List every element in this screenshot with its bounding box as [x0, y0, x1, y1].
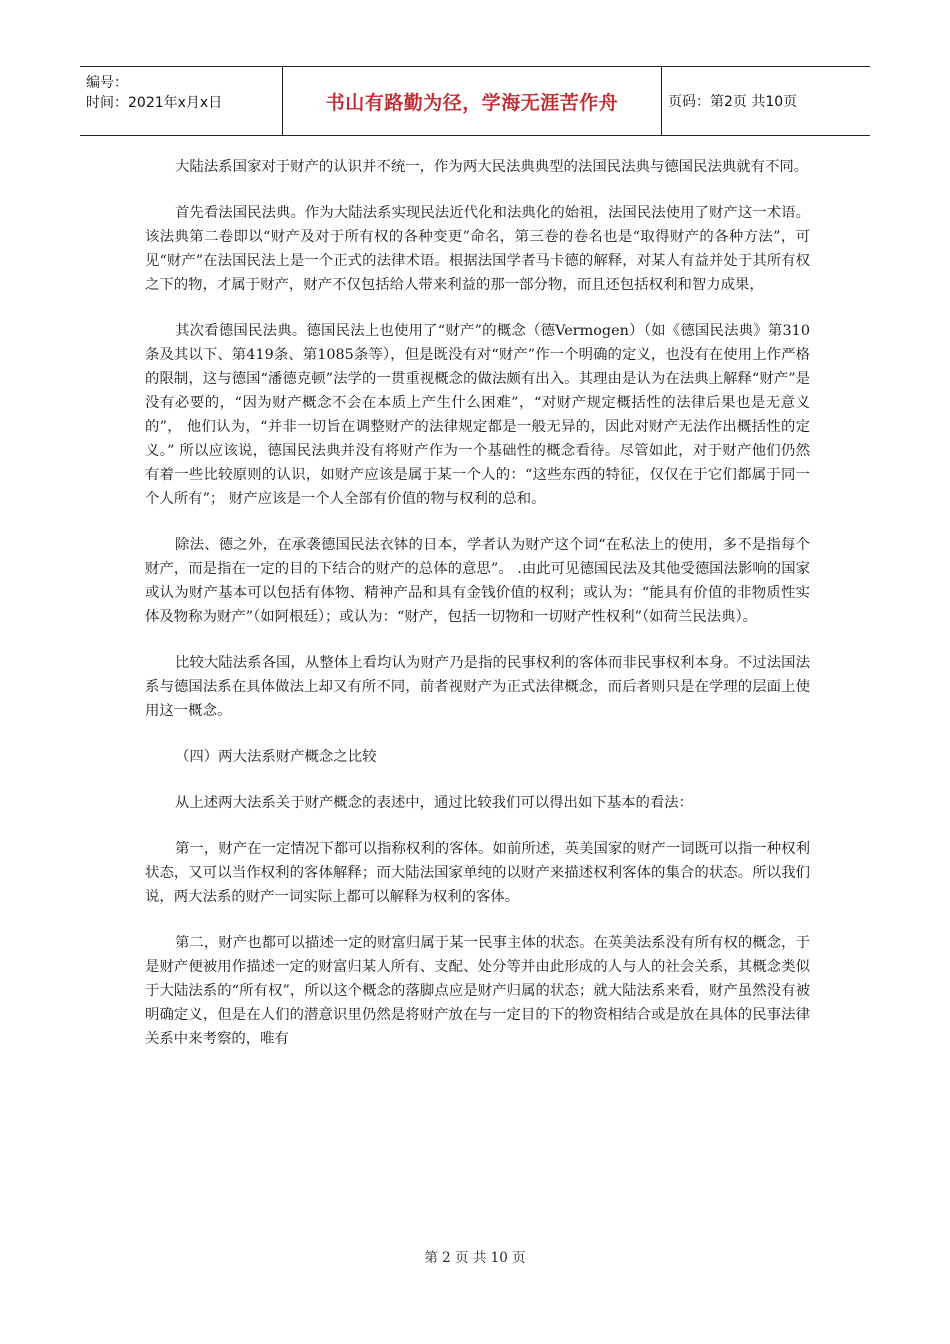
paragraph: 从上述两大法系关于财产概念的表述中，通过比较我们可以得出如下基本的看法： [175, 795, 694, 811]
document-body [145, 155, 810, 1073]
page-footer: 第 2 页 共 10 页 [424, 1250, 526, 1266]
paragraph: 首先看法国民法典。作为大陆法系实现民法近代化和法典化的始祖，法国民法使用了财产这一术语。该法典第二卷即以“财产及对于所有权的各种变更”命名，第三卷的卷名也是“取得财产的各种方法”，可见“财产”在法国民法上是一个正式的法律术语。根据法国学者马卡德的解释，对某人有益并处于其所有权之下的物，才属于财产，财产不仅包括给人带来利益的那一部分物，而且还包括权利和智力成果， [145, 205, 810, 293]
paragraph: 除法、德之外，在承袭德国民法衣钵的日本，学者认为财产这个词“在私法上的使用，多不是指每个财产，而是指在一定的目的下结合的财产的总体的意思”。 .由此可见德国民法及其他受德国法影响的国家或认为财产基本可以包括有体物、精神产品和具有金钱价值的权利；或认为：“能具有价值的非物质性实体及物称为财产”（如阿根廷）；或认为：“财产，包括一切物和一切财产性权利”（如荷兰民法典）。 [145, 537, 810, 625]
header-page-code: 页码：第2页 共10页 [668, 94, 798, 110]
paragraph: 第一，财产在一定情况下都可以指称权利的客体。如前所述，英美国家的财产一词既可以指一种权利状态，又可以当作权利的客体解释；而大陆法国家单纯的以财产来描述权利客体的集合的状态。所以我们说，两大法系的财产一词实际上都可以解释为权利的客体。 [145, 841, 810, 905]
document-header [80, 66, 870, 136]
paragraph: 第二，财产也都可以描述一定的财富归属于某一民事主体的状态。在英美法系没有所有权的概念，于是财产便被用作描述一定的财富归某人所有、支配、处分等并由此形成的人与人的社会关系，其概念类似于大陆法系的“所有权”，所以这个概念的落脚点应是财产归属的状态；就大陆法系来看，财产虽然没有被明确定义，但是在人们的潜意识里仍然是将财产放在与一定目的下的物资相结合或是放在具体的民事法律关系中来考察的，唯有 [145, 935, 810, 1047]
section-heading: （四）两大法系财产概念之比较 [175, 749, 377, 765]
header-motto: 书山有路勤为径，学海无涯苦作舟 [283, 67, 662, 135]
paragraph: 大陆法系国家对于财产的认识并不统一，作为两大民法典典型的法国民法典与德国民法典就有不同。 [175, 159, 809, 175]
document-number-label: 编号： [86, 75, 128, 91]
paragraph: 比较大陆法系各国，从整体上看均认为财产乃是指的民事权利的客体而非民事权利本身。不过法国法系与德国法系在具体做法上却又有所不同，前者视财产为正式法律概念，而后者则只是在学理的层面上使用这一概念。 [145, 655, 810, 719]
header-meta [80, 67, 283, 135]
paragraph: 其次看德国民法典。德国民法上也使用了“财产”的概念（德Vermogen）（如《德国民法典》第310条及其以下、第419条、第1085条等），但是既没有对“财产”作一个明确的定义，也没有在使用上作严格的限制，这与德国“潘德克顿”法学的一贯重视概念的做法颇有出入。其理由是认为在法典上解释“财产”是没有必要的，“因为财产概念不会在本质上产生什么困难”，“对财产规定概括性的法律后果也是无意义的”， 他们认为，“并非一切旨在调整财产的法律规定都是一般无异的，因此对财产无法作出概括性的定义。” 所以应该说，德国民法典并没有将财产作为一个基础性的概念看待。尽管如此，对于财产他们仍然有着一些比较原则的认识，如财产应该是属于某一个人的：“这些东西的特征，仅仅在于它们都属于同一个人所有”； 财产应该是一个人全部有价值的物与权利的总和。 [145, 323, 810, 507]
document-date: 时间：2021年x月x日 [86, 95, 223, 111]
